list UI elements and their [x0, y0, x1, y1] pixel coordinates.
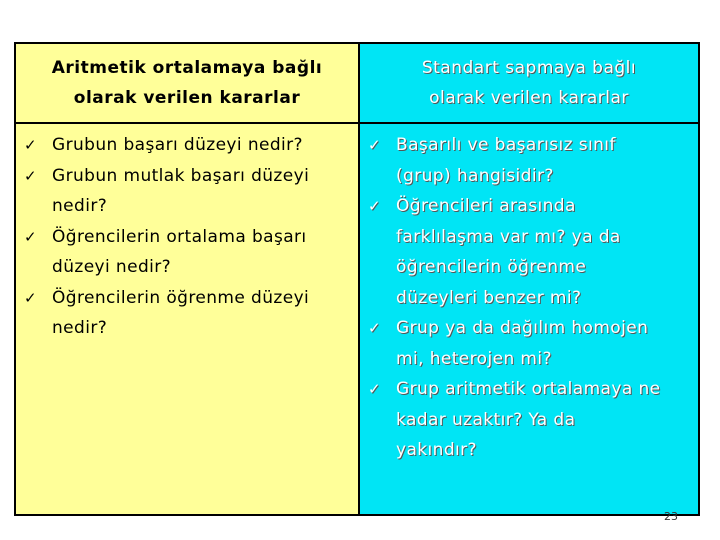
- list-item-line: kadar uzaktır? Ya da: [396, 409, 576, 430]
- list-item: [16, 283, 358, 344]
- list-item-line: Öğrencilerin öğrenme düzeyi: [52, 287, 310, 308]
- list-item-line: Grubun başarı düzeyi nedir?: [52, 135, 303, 155]
- checkmark-icon: ✓: [24, 288, 37, 307]
- list-item: [360, 313, 698, 374]
- mean-decisions-list: [16, 130, 358, 344]
- list-item-line: Grubun mutlak başarı düzeyi: [52, 165, 310, 186]
- list-item: [16, 222, 358, 283]
- list-item: [360, 130, 698, 191]
- checkmark-icon: ✓: [368, 197, 381, 215]
- comparison-table: [14, 42, 700, 516]
- header-divider: [16, 122, 358, 124]
- list-item-line: düzeyi nedir?: [52, 257, 172, 277]
- checkmark-icon: ✓: [24, 166, 37, 185]
- checkmark-icon: ✓: [368, 319, 381, 337]
- list-item-line: (grup) hangisidir?: [396, 165, 554, 186]
- stddev-column-header: [360, 44, 698, 122]
- list-item: [16, 130, 358, 161]
- stddev-header-line-2: olarak verilen kararlar: [429, 88, 629, 108]
- checkmark-icon: ✓: [24, 136, 37, 154]
- page-number: 23: [664, 510, 678, 523]
- list-item-line: nedir?: [52, 318, 108, 338]
- list-item-line: Grup ya da dağılım homojen: [396, 318, 649, 338]
- list-item: [360, 374, 698, 466]
- mean-header-line-1: Aritmetik ortalamaya bağlı: [51, 58, 323, 78]
- stddev-decisions-column: [360, 44, 698, 514]
- list-item: [360, 191, 698, 313]
- checkmark-icon: ✓: [368, 136, 381, 154]
- list-item-line: Grup aritmetik ortalamaya ne: [396, 379, 661, 399]
- list-item-line: Öğrencileri arasında: [396, 196, 576, 216]
- mean-decisions-column: [16, 44, 360, 514]
- header-divider: [360, 122, 698, 124]
- list-item-line: öğrencilerin öğrenme: [396, 257, 587, 277]
- list-item-line: Başarılı ve başarısız sınıf: [396, 135, 616, 155]
- list-item-line: yakındır?: [396, 440, 477, 460]
- checkmark-icon: ✓: [24, 227, 37, 246]
- stddev-header-line-1: Standart sapmaya bağlı: [421, 58, 637, 78]
- mean-column-header: [16, 44, 358, 122]
- mean-header-line-2: olarak verilen kararlar: [73, 88, 301, 108]
- list-item-line: mi, heterojen mi?: [396, 348, 552, 369]
- list-item: [16, 161, 358, 222]
- list-item-line: Öğrencilerin ortalama başarı: [52, 226, 307, 247]
- list-item-line: nedir?: [52, 196, 108, 216]
- list-item-line: düzeyleri benzer mi?: [396, 287, 582, 308]
- stddev-decisions-list: [360, 130, 698, 466]
- list-item-line: farklılaşma var mı? ya da: [396, 226, 621, 247]
- checkmark-icon: ✓: [368, 380, 381, 398]
